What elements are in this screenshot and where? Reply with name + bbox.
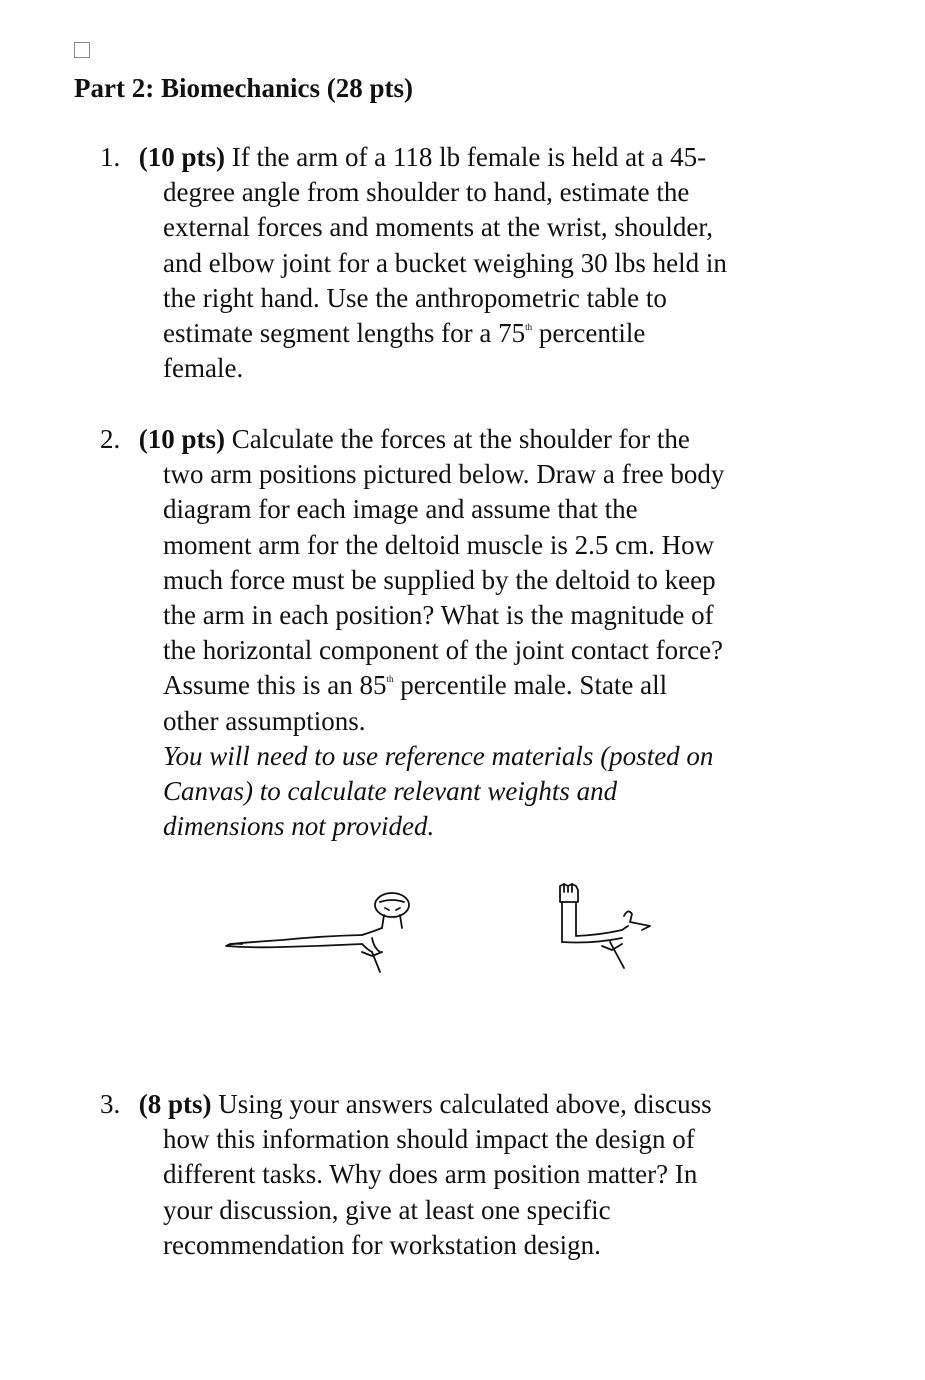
question-text: Using your answers calculated above, discuss (218, 1089, 712, 1119)
question-line (100, 1087, 820, 1122)
arm-extended-horizontal-figure (222, 880, 422, 985)
question-line: degree angle from shoulder to hand, estimate the (163, 177, 690, 208)
question-2 (100, 422, 820, 844)
question-number: 1. (100, 142, 121, 172)
question-line (100, 316, 820, 351)
question-note-line: You will need to use reference materials (posted on (163, 740, 714, 771)
question-points: (10 pts) (138, 424, 225, 454)
question-note-line: Canvas) to calculate relevant weights and (163, 776, 618, 807)
question-line: how this information should impact the design of (163, 1124, 695, 1155)
question-line: the right hand. Use the anthropometric table to (163, 282, 667, 313)
question-line: recommendation for workstation design. (163, 1229, 601, 1260)
ordinal-suffix: th (525, 322, 533, 333)
question-line: diagram for each image and assume that the (163, 494, 638, 525)
question-line (100, 422, 820, 457)
question-line: and elbow joint for a bucket weighing 30 lbs held in (163, 247, 727, 278)
question-line: different tasks. Why does arm position matter? In (163, 1159, 698, 1190)
question-text: percentile male. State all (393, 670, 668, 701)
question-line: moment arm for the deltoid muscle is 2.5 cm. How (163, 529, 715, 560)
question-line: your discussion, give at least one specific (163, 1194, 611, 1225)
question-line: external forces and moments at the wrist, shoulder, (163, 212, 714, 243)
arm-bent-elbow-figure (552, 880, 672, 985)
question-line (100, 668, 820, 703)
question-line (100, 140, 820, 175)
question-1 (100, 140, 820, 386)
question-line: the horizontal component of the joint contact force? (163, 635, 724, 666)
question-line: female. (163, 353, 244, 384)
question-text: If the arm of a 118 lb female is held at a 45- (231, 142, 707, 172)
question-text: Assume this is an 85 (163, 670, 387, 701)
question-number: 3. (100, 1089, 121, 1119)
question-note-line: dimensions not provided. (163, 811, 435, 842)
question-points: (10 pts) (138, 142, 225, 172)
question-text: estimate segment lengths for a 75 (163, 318, 526, 349)
question-points: (8 pts) (138, 1089, 212, 1119)
question-line: other assumptions. (163, 705, 366, 736)
question-text: percentile (532, 318, 646, 349)
ordinal-suffix: th (386, 674, 394, 685)
part-title: Part 2: Biomechanics (28 pts) (74, 73, 413, 103)
task-checkbox[interactable] (74, 42, 90, 58)
question-3 (100, 1087, 820, 1263)
question-line: much force must be supplied by the deltoid to keep (163, 564, 716, 595)
question-text: Calculate the forces at the shoulder for the (231, 424, 690, 454)
question-line: two arm positions pictured below. Draw a free body (163, 459, 725, 490)
question-line: the arm in each position? What is the magnitude of (163, 600, 714, 631)
question-number: 2. (100, 424, 121, 454)
